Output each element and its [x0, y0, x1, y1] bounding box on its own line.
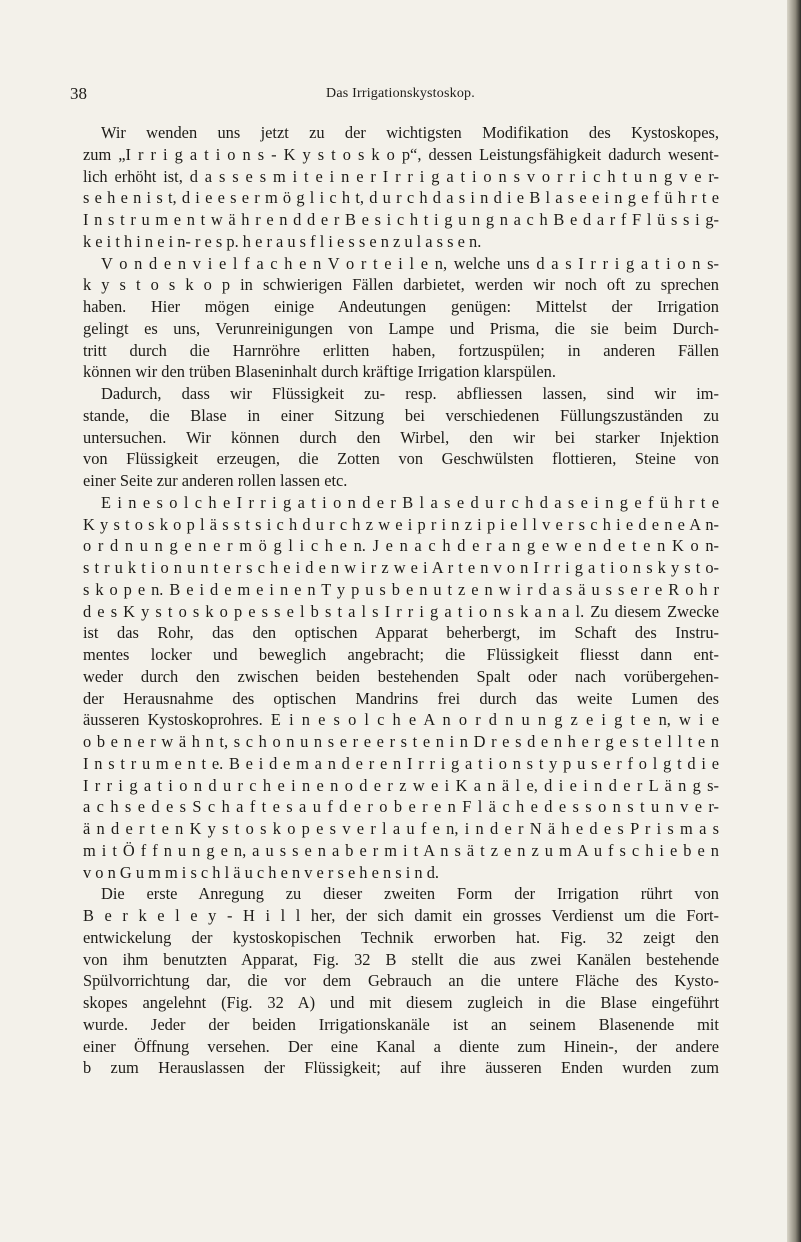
text-line: K y s t o s k o p l ä s s t s i c h d u r c h z w e i p r i n z i p i e l l v e r s c h i e d e n e A n-	[83, 514, 719, 534]
text-line: I n s t r u m e n t w ä h r e n d d e r B e s i c h t i g u n g n a c h B e d a r f F l ü s s i g-	[83, 210, 719, 229]
text-line: b zum Herauslassen der Flüssigkeit; auf ihre äusseren Enden wurden zum	[83, 1058, 719, 1078]
text-line: von Flüssigkeit erzeugen, die Zotten von Geschwülsten flottieren, Steine von	[83, 449, 719, 469]
text-line: Dadurch, dass wir Flüssigkeit zu- resp. abfliessen lassen, sind wir im-	[101, 384, 719, 403]
text-line: B e r k e l e y - H i l l her, der sich damit ein grosses Verdienst um die Fort-	[83, 906, 719, 925]
text-line: d e s K y s t o s k o p e s s e l b s t a l s I r r i g a t i o n s k a n a l. Zu diesem Zwecke	[83, 601, 719, 621]
text-line: können wir den trüben Blaseninhalt durch kräftige Irrigation klarspülen.	[83, 362, 556, 382]
text-line: mentes locker und beweglich angebracht; die Flüssigkeit fliesst dann ent-	[83, 645, 719, 664]
text-line: ä n d e r t e n K y s t o s k o p e s v e r l a u f e n, i n d e r N ä h e d e s P r i s m a s	[83, 819, 719, 838]
text-line: haben. Hier mögen einige Andeutungen genügen: Mittelst der Irrigation	[83, 297, 719, 316]
text-line: entwickelung der kystoskopischen Technik erworben hat. Fig. 32 zeigt den	[83, 927, 719, 947]
text-line: k y s t o s k o p in schwierigen Fällen darbietet, werden wir noch oft zu sprechen	[83, 275, 719, 295]
text-line: ist das Rohr, das den optischen Apparat beherbergt, im Schaft des Instru-	[83, 623, 719, 643]
text-line: tritt durch die Harnröhre erlitten haben, fortzuspülen; in anderen Fällen	[83, 340, 719, 360]
text-line: lich erhöht ist, d a s s e s m i t e i n e r I r r i g a t i o n s v o r r i c h t u n g v e r-	[83, 166, 719, 186]
text-line: I r r i g a t i o n d u r c h e i n e n o d e r z w e i K a n ä l e, d i e i n d e r L ä n g s-	[83, 775, 719, 795]
text-line: Die erste Anregung zu dieser zweiten Form der Irrigation rührt von	[101, 884, 719, 904]
text-line: einer Seite zur anderen rollen lassen etc.	[83, 471, 348, 490]
running-head: Das Irrigationskystoskop.	[326, 86, 475, 101]
page-header	[0, 84, 801, 106]
page-edge-shadow	[787, 0, 801, 1242]
text-line: untersuchen. Wir können durch den Wirbel, den wir bei starker Injektion	[83, 427, 719, 447]
text-line: Spülvorrichtung dar, die vor dem Gebrauch an die untere Fläche des Kysto-	[83, 971, 719, 991]
text-line: v o n G u m m i s c h l ä u c h e n v e r s e h e n s i n d.	[83, 862, 439, 882]
text-line: m i t Ö f f n u n g e n, a u s s e n a b e r m i t A n s ä t z e n z u m A u f s c h i e b e n	[83, 840, 719, 860]
text-line: o b e n e r w ä h n t, s c h o n u n s e r e e r s t e n i n D r e s d e n h e r g e s t e l l t e n	[83, 732, 719, 751]
text-line: s e h e n i s t, d i e e s e r m ö g l i c h t, d u r c h d a s i n d i e B l a s e e i n g e f ü h r t e	[83, 188, 719, 208]
text-line: s k o p e n. B e i d e m e i n e n T y p u s b e n u t z e n w i r d a s ä u s s e r e R o h r	[83, 579, 719, 599]
text-line: zum „I r r i g a t i o n s - K y s t o s k o p“, dessen Leistungsfähigkeit dadurch wesent-	[83, 144, 719, 164]
text-line: skopes angelehnt (Fig. 32 A) und mit diesem zugleich in die Blase eingeführt	[83, 993, 719, 1012]
text-line: der Herausnahme des optischen Mandrins frei durch das weite Lumen des	[83, 688, 719, 708]
text-line: weder durch den zwischen beiden bestehenden Spalt oder nach vorübergehen-	[83, 666, 719, 686]
text-line: gelingt es uns, Verunreinigungen von Lampe und Prisma, die sie beim Durch-	[83, 318, 719, 338]
text-line: wurde. Jeder der beiden Irrigationskanäle ist an seinem Blasenende mit	[83, 1014, 719, 1034]
text-line: äusseren Kystoskoprohres. E i n e s o l c h e A n o r d n u n g z e i g t e n, w i e	[83, 710, 719, 730]
text-line: V o n d e n v i e l f a c h e n V o r t e i l e n, welche uns d a s I r r i g a t i o n s-	[101, 253, 719, 273]
text-line: E i n e s o l c h e I r r i g a t i o n d e r B l a s e d u r c h d a s e i n g e f ü h r t e	[101, 492, 719, 512]
text-line: von ihm benutzten Apparat, Fig. 32 B stellt die aus zwei Kanälen bestehende	[83, 949, 719, 969]
text-line: Wir wenden uns jetzt zu der wichtigsten Modifikation des Kystoskopes,	[101, 123, 719, 142]
text-line: stande, die Blase in einer Sitzung bei verschiedenen Füllungszuständen zu	[83, 405, 719, 425]
text-line: k e i t h i n e i n- r e s p. h e r a u s f l i e s s e n z u l a s s e n.	[83, 231, 482, 251]
text-line: I n s t r u m e n t e. B e i d e m a n d e r e n I r r i g a t i o n s t y p u s e r f o l g t d i e	[83, 753, 719, 773]
text-line: a c h s e d e s S c h a f t e s a u f d e r o b e r e n F l ä c h e d e s s o n s t u n v e r-	[83, 797, 719, 817]
body-text	[83, 122, 719, 1079]
page-number: 38	[70, 84, 87, 103]
text-line: o r d n u n g e n e r m ö g l i c h e n. J e n a c h d e r a n g e w e n d e t e n K o n-	[83, 536, 719, 556]
text-line: einer Öffnung versehen. Der eine Kanal a diente zum Hinein-, der andere	[83, 1036, 719, 1056]
text-line: s t r u k t i o n u n t e r s c h e i d e n w i r z w e i A r t e n v o n I r r i g a t i o n s k y s t o-	[83, 558, 719, 577]
